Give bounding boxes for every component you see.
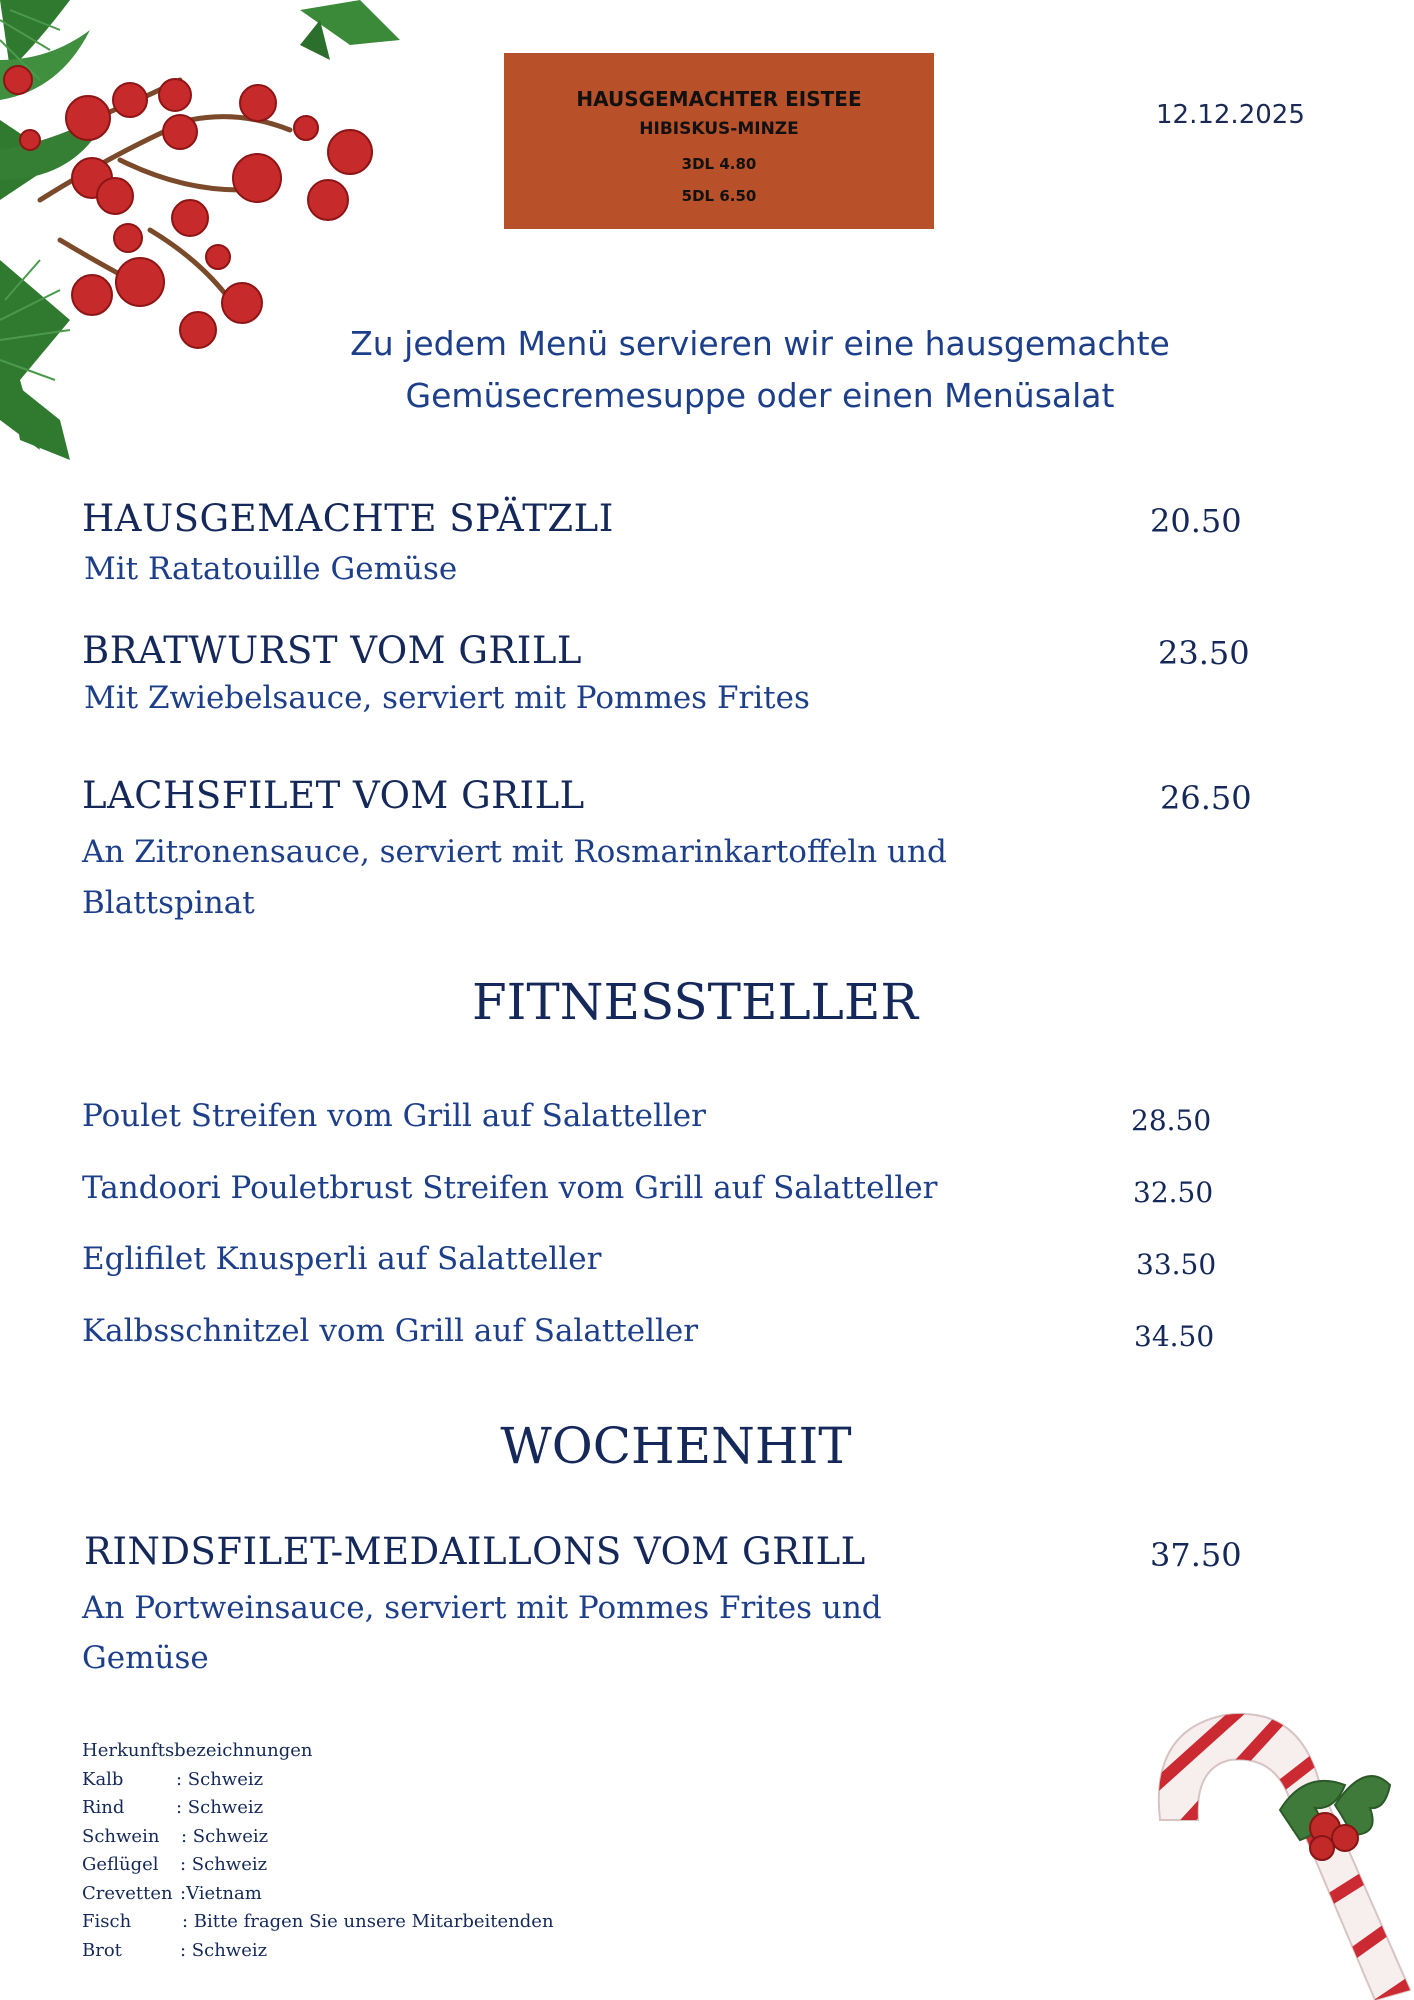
dish-description: An Portweinsauce, serviert mit Pommes Frites und	[82, 1590, 882, 1626]
origin-value: :Vietnam	[180, 1882, 262, 1904]
origin-value: : Schweiz	[181, 1825, 269, 1847]
fitness-item: Poulet Streifen vom Grill auf Salatteller	[82, 1098, 706, 1134]
section-title-fitnessteller: FITNESSTELLER	[471, 973, 919, 1031]
fitness-item-price: 34.50	[1134, 1320, 1215, 1353]
origin-key: Crevetten	[82, 1882, 173, 1904]
origin-row	[82, 1937, 312, 1966]
fitness-item: Kalbsschnitzel vom Grill auf Salatteller	[82, 1313, 699, 1349]
dish-price: 20.50	[1150, 502, 1242, 540]
dish-description: Blattspinat	[82, 885, 255, 921]
intro-line-1: Zu jedem Menü servieren wir eine hausgemachte	[350, 324, 1170, 363]
dish-description: Mit Ratatouille Gemüse	[84, 551, 458, 587]
dish-description: Gemüse	[82, 1640, 209, 1676]
candy-cane-icon	[1130, 1690, 1414, 2000]
origin-key: Brot	[82, 1939, 122, 1961]
origin-value: : Schweiz	[176, 1797, 264, 1818]
origin-key: Geflügel	[82, 1854, 159, 1875]
origin-key: Rind	[82, 1797, 125, 1818]
dish-price: 37.50	[1150, 1536, 1242, 1574]
origin-row	[82, 1823, 312, 1852]
origin-value: : Schweiz	[180, 1939, 268, 1961]
dish-price: 26.50	[1160, 779, 1252, 817]
origin-row	[82, 1880, 312, 1909]
origin-heading: Herkunftsbezeichnungen	[82, 1740, 313, 1761]
origin-list	[82, 1737, 554, 1965]
dish-title: HAUSGEMACHTE SPÄTZLI	[82, 497, 614, 540]
dish-title: RINDSFILET-MEDAILLONS VOM GRILL	[84, 1530, 866, 1573]
banner-subtitle: HIBISKUS-MINZE	[639, 119, 799, 139]
iced-tea-banner	[504, 53, 934, 229]
dish-description: Mit Zwiebelsauce, serviert mit Pommes Frites	[84, 680, 810, 716]
banner-size-small: 3DL 4.80	[681, 155, 757, 173]
section-title-wochenhit: WOCHENHIT	[500, 1417, 852, 1475]
fitness-item-price: 32.50	[1133, 1176, 1214, 1209]
origin-value: : Schweiz	[176, 1768, 264, 1790]
origin-row	[82, 1908, 554, 1937]
origin-row	[82, 1794, 312, 1823]
intro-text	[260, 318, 1260, 422]
origin-value: : Schweiz	[180, 1854, 268, 1875]
fitness-item-price: 33.50	[1136, 1248, 1217, 1281]
origin-key: Kalb	[82, 1768, 124, 1790]
banner-title: HAUSGEMACHTER EISTEE	[576, 87, 862, 111]
dish-title: BRATWURST VOM GRILL	[82, 629, 583, 672]
origin-key: Schwein	[82, 1825, 160, 1847]
fitness-item-price: 28.50	[1131, 1104, 1212, 1137]
origin-row	[82, 1766, 312, 1795]
menu-date: 12.12.2025	[1156, 100, 1305, 130]
origin-row	[82, 1851, 312, 1880]
dish-title: LACHSFILET VOM GRILL	[82, 774, 585, 817]
dish-description: An Zitronensauce, serviert mit Rosmarinkartoffeln und	[82, 834, 947, 870]
origin-key: Fisch	[82, 1911, 132, 1932]
dish-price: 23.50	[1158, 634, 1250, 672]
banner-size-large: 5DL 6.50	[681, 187, 757, 205]
fitness-item: Tandoori Pouletbrust Streifen vom Grill auf Salatteller	[82, 1170, 938, 1206]
fitness-item: Eglifilet Knusperli auf Salatteller	[82, 1241, 602, 1277]
origin-value: : Bitte fragen Sie unsere Mitarbeitenden	[182, 1911, 554, 1932]
intro-line-2: Gemüsecremesuppe oder einen Menüsalat	[405, 376, 1115, 415]
